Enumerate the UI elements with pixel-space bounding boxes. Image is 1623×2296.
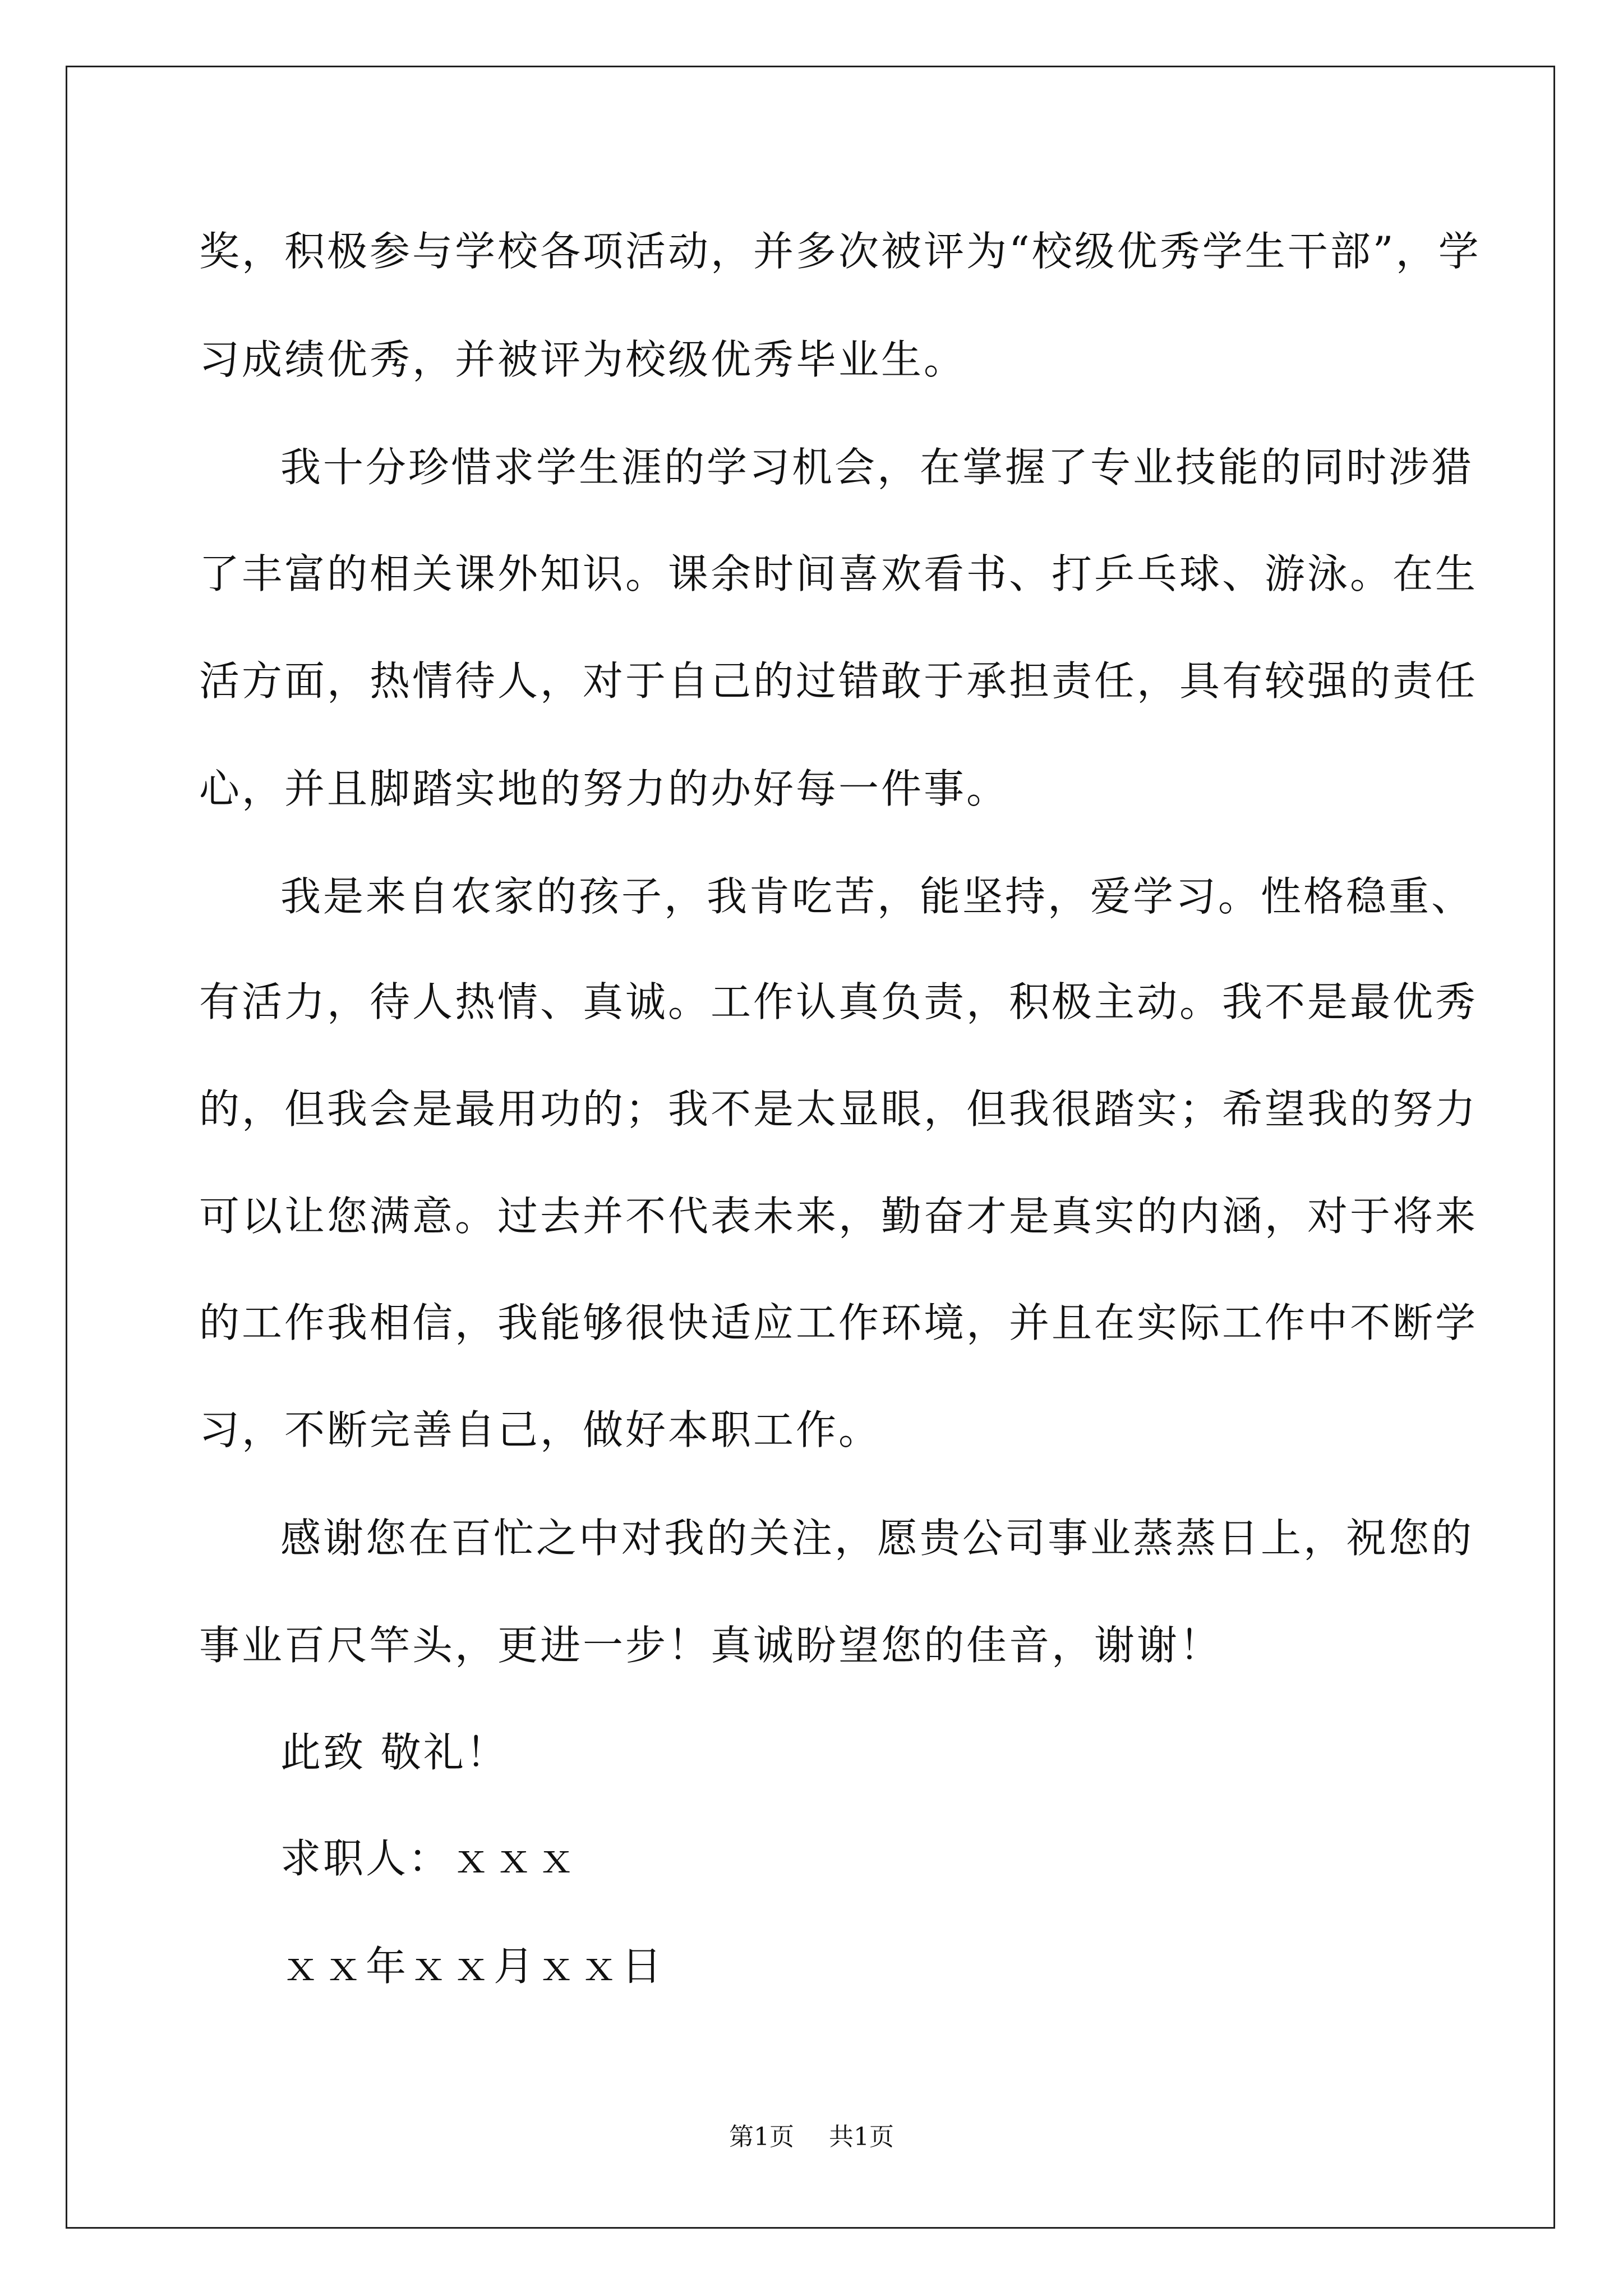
letter-line: 感谢您在百忙之中对我的关注，愿贵公司事业蒸蒸日上，祝您的 [280, 1515, 1474, 1562]
letter-line: 可以让您满意。过去并不代表未来，勤奋才是真实的内涵，对于将来 [199, 1193, 1478, 1240]
letter-date: ｘｘ年ｘｘ月ｘｘ日 [280, 1943, 665, 1990]
letter-line: 的工作我相信，我能够很快适应工作环境，并且在实际工作中不断学 [199, 1299, 1478, 1346]
page-total: 共1页 [829, 2123, 894, 2151]
letter-line: 我十分珍惜求学生涯的学习机会，在掌握了专业技能的同时涉猎 [280, 444, 1474, 491]
applicant-signature: 求职人：ｘｘｘ [280, 1835, 579, 1882]
closing-salutation: 此致 敬礼！ [280, 1729, 509, 1776]
letter-line: 我是来自农家的孩子，我肯吃苦，能坚持，爱学习。性格稳重、 [280, 873, 1474, 920]
letter-line: 活方面，热情待人，对于自己的过错敢于承担责任，具有较强的责任 [199, 657, 1478, 705]
letter-line: 奖，积极参与学校各项活动，并多次被评为“校级优秀学生干部”，学 [199, 228, 1481, 275]
page-number: 第1页 [729, 2123, 794, 2151]
page-footer [0, 2120, 1623, 2154]
letter-line: 了丰富的相关课外知识。课余时间喜欢看书、打乒乓球、游泳。在生 [199, 550, 1478, 597]
letter-line: 有活力，待人热情、真诚。工作认真负责，积极主动。我不是最优秀 [199, 978, 1478, 1025]
page-border [66, 66, 1555, 2229]
letter-line: 事业百尺竿头，更进一步！真诚盼望您的佳音，谢谢！ [199, 1622, 1223, 1669]
letter-line: 习成绩优秀，并被评为校级优秀毕业生。 [199, 336, 967, 383]
letter-line: 习，不断完善自己，做好本职工作。 [199, 1406, 882, 1453]
letter-line: 的，但我会是最用功的；我不是太显眼，但我很踏实；希望我的努力 [199, 1085, 1478, 1133]
letter-line: 心，并且脚踏实地的努力的办好每一件事。 [199, 765, 1009, 812]
